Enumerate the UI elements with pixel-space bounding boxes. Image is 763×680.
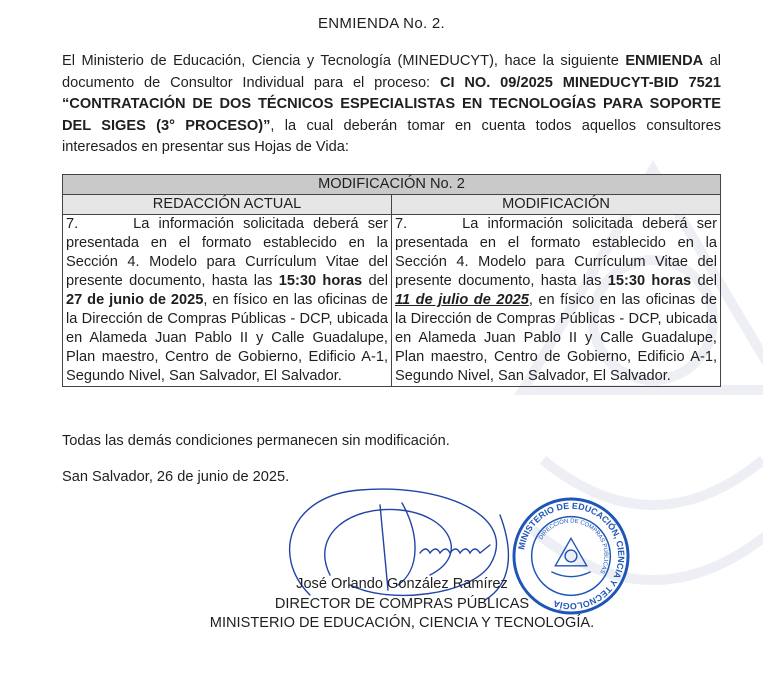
document-title: ENMIENDA No. 2. [317, 15, 446, 32]
closing-statement: Todas las demás condiciones permanecen sin modificación. [62, 433, 450, 449]
col-header-current: REDACCIÓN ACTUAL [63, 195, 392, 215]
signatory-position: DIRECTOR DE COMPRAS PÚBLICAS [274, 595, 530, 612]
signature-block [0, 575, 763, 634]
seal-emblem-icon [551, 538, 590, 576]
modified-text-cell: 7. La información solicitada deberá ser presentada en el formato establecido en la Sección 4. Modelo para Currículum Vitae del presente documento, hasta las 15:30 horas del 11 de julio de 2025, en físico en las oficinas de la Dirección de Compras Públicas - DCP, ubicada en Alameda Juan Pablo II y Calle Guadalupe, Plan maestro, Centro de Gobierno, Edificio A-1, Segundo Nivel, San Salvador, El Salvador. [392, 215, 721, 387]
intro-bold-enmienda: ENMIENDA [625, 53, 704, 69]
seal-inner-text: DIRECCIÓN DE COMPRAS PÚBLICAS [538, 518, 609, 575]
modification-table [62, 174, 721, 387]
current-date: 27 de junio de 2025 [66, 292, 204, 308]
seal-outer-text: MINISTERIO DE EDUCACIÓN, CIENCIA Y TECNOLOGÍA [516, 500, 627, 612]
signatory-institution: MINISTERIO DE EDUCACIÓN, CIENCIA Y TECNOLOGÍA. [209, 615, 595, 631]
city-date: San Salvador, 26 de junio de 2025. [62, 469, 290, 485]
signatory-name: José Orlando González Ramírez [296, 576, 508, 592]
intro-paragraph: El Ministerio de Educación, Ciencia y Tecnología (MINEDUCYT), hace la siguiente ENMIENDA al documento de Consultor Individual para el proceso: CI NO. 09/2025 MINEDUCYT-BID 7521 “CONTRATACIÓN DE DOS TÉCNICOS ESPECIALISTAS EN TECNOLOGÍAS PARA SOPORTE DEL SIGES (3° PROCESO)”, la cual deberán tomar en cuenta todos aquellos consultores interesados en presentar sus Hojas de Vida: [62, 53, 721, 156]
official-seal [512, 497, 630, 615]
intro-bold-process: CI NO. 09/2025 MINEDUCYT-BID 7521 “CONTRATACIÓN DE DOS TÉCNICOS ESPECIALISTAS EN TECNOLOGÍAS PARA SOPORTE DEL SIGES (3° PROCESO)” [62, 74, 721, 134]
current-text-cell: 7. La información solicitada deberá ser presentada en el formato establecido en la Sección 4. Modelo para Currículum Vitae del presente documento, hasta las 15:30 horas del 27 de junio de 2025, en físico en las oficinas de la Dirección de Compras Públicas - DCP, ubicada en Alameda Juan Pablo II y Calle Guadalupe, Plan maestro, Centro de Gobierno, Edificio A-1, Segundo Nivel, San Salvador, El Salvador. [63, 215, 392, 387]
col-header-modification: MODIFICACIÓN [392, 195, 721, 215]
modified-time: 15:30 horas [607, 273, 692, 289]
current-time: 15:30 horas [278, 273, 363, 289]
table-title: MODIFICACIÓN No. 2 [63, 175, 721, 195]
modified-date: 11 de julio de 2025 [395, 292, 529, 308]
